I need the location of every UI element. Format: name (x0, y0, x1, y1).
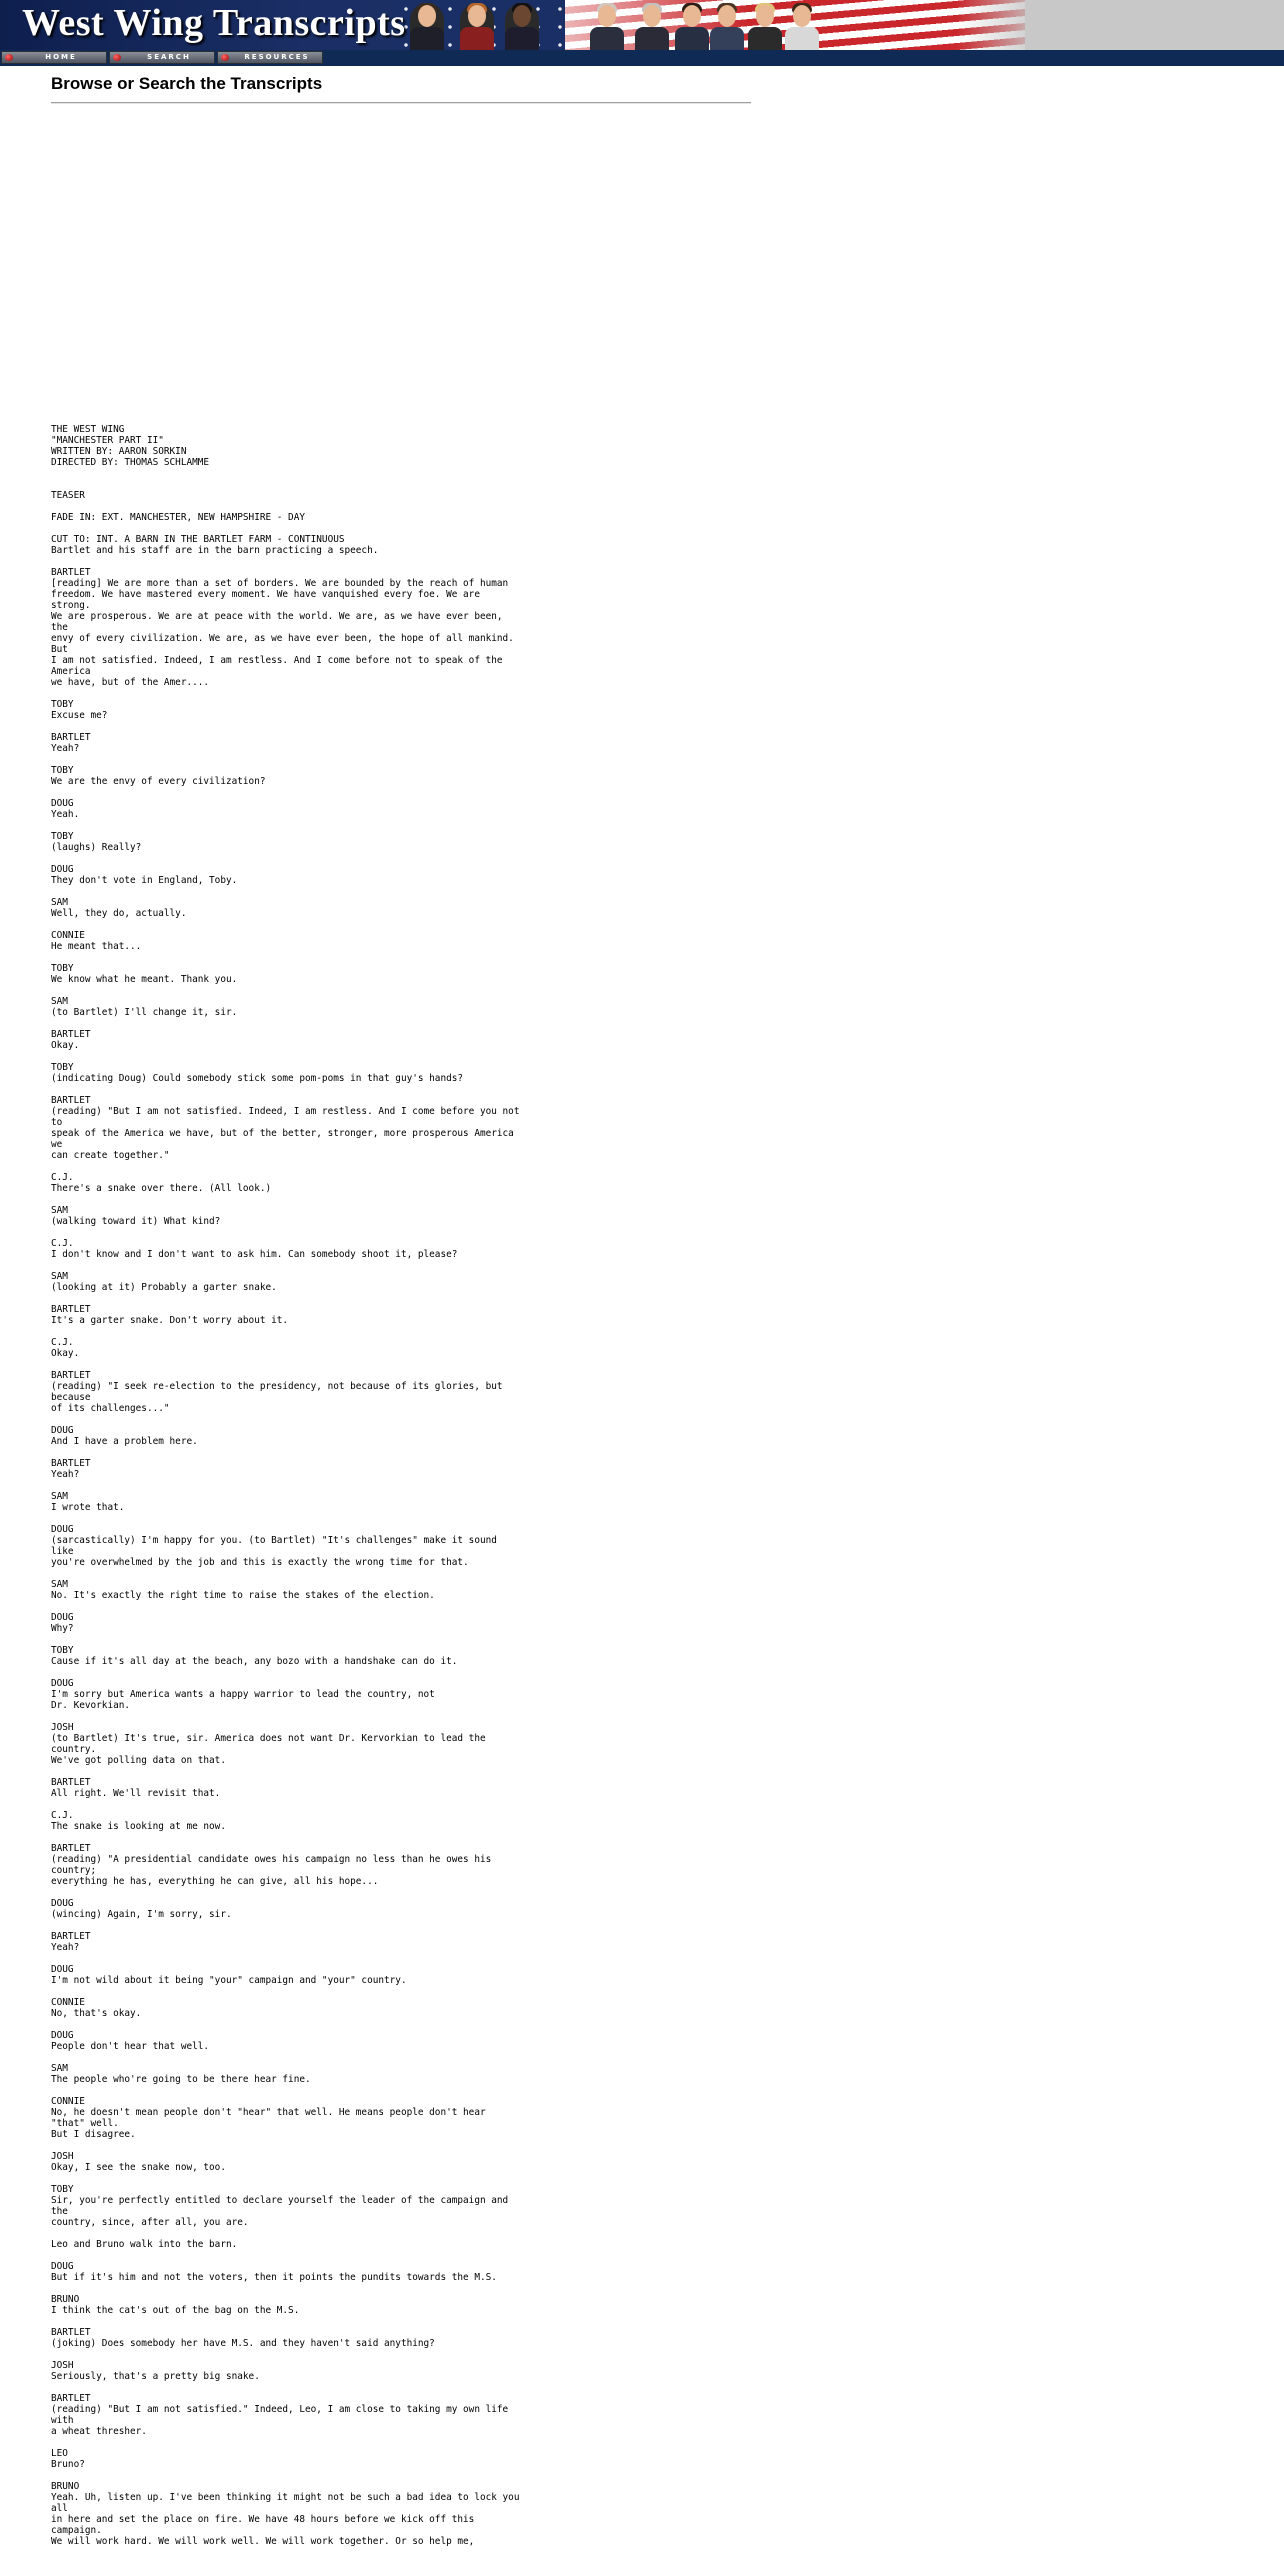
dialogue-line: (laughs) Really? (51, 842, 142, 853)
speaker-name: BARTLET (51, 1304, 91, 1315)
dialogue-line: He meant that... (51, 941, 142, 952)
dialogue-line: of its challenges..." (51, 1403, 170, 1414)
dialogue-line: Sir, you're perfectly entitled to declare yourself the leader of the campaign and the (51, 2195, 514, 2217)
speaker-name: C.J. (51, 1238, 74, 1249)
red-bullet-icon (5, 54, 13, 61)
speaker-name: SAM (51, 1205, 68, 1216)
speaker-name: BRUNO (51, 2294, 80, 2305)
cast-photo (785, 3, 819, 50)
speaker-name: C.J. (51, 1337, 74, 1348)
dialogue-line: Yeah. (51, 809, 80, 820)
speaker-name: DOUG (51, 864, 74, 875)
speaker-name: CONNIE (51, 1997, 85, 2008)
dialogue-line: (to Bartlet) It's true, sir. America does not want Dr. Kervorkian to lead the country. (51, 1733, 492, 1755)
dialogue-line: (reading) "A presidential candidate owes his campaign no less than he owes his country; (51, 1854, 497, 1876)
speaker-name: DOUG (51, 1524, 74, 1535)
dialogue-line: Well, they do, actually. (51, 908, 187, 919)
speaker-name: TOBY (51, 831, 74, 842)
speaker-name: DOUG (51, 1678, 74, 1689)
nav-search-button[interactable] (109, 51, 215, 64)
nav-search-label: SEARCH (147, 53, 191, 61)
speaker-name: SAM (51, 1491, 68, 1502)
dialogue-line: People don't hear that well. (51, 2041, 210, 2052)
dialogue-line: freedom. We have mastered every moment. We have vanquished every foe. We are strong. (51, 589, 486, 611)
title-divider (51, 102, 751, 104)
dialogue-line: Yeah? (51, 1469, 80, 1480)
transcript-heading-line: "MANCHESTER PART II" (51, 435, 164, 446)
cast-photo (675, 3, 709, 50)
dialogue-line: (to Bartlet) I'll change it, sir. (51, 1007, 238, 1018)
red-bullet-icon (113, 54, 121, 61)
speaker-name: TOBY (51, 2184, 74, 2195)
dialogue-line: I'm not wild about it being "your" campaign and "your" country. (51, 1975, 407, 1986)
dialogue-line: Seriously, that's a pretty big snake. (51, 2371, 260, 2382)
dialogue-line: It's a garter snake. Don't worry about it. (51, 1315, 289, 1326)
speaker-name: BARTLET (51, 567, 91, 578)
dialogue-line: I am not satisfied. Indeed, I am restless. And I come before not to speak of the America (51, 655, 509, 677)
speaker-name: BARTLET (51, 1931, 91, 1942)
speaker-name: CONNIE (51, 2096, 85, 2107)
nav-home-label: HOME (45, 53, 77, 61)
speaker-name: BARTLET (51, 2327, 91, 2338)
speaker-name: BARTLET (51, 1458, 91, 1469)
speaker-name: TOBY (51, 699, 74, 710)
dialogue-line: No. It's exactly the right time to raise the stakes of the election. (51, 1590, 435, 1601)
dialogue-line: (joking) Does somebody her have M.S. and they haven't said anything? (51, 2338, 435, 2349)
speaker-name: DOUG (51, 2030, 74, 2041)
speaker-name: C.J. (51, 1172, 74, 1183)
speaker-name: DOUG (51, 1964, 74, 1975)
dialogue-line: Dr. Kevorkian. (51, 1700, 131, 1711)
stage-direction: Bartlet and his staff are in the barn practicing a speech. (51, 545, 379, 556)
dialogue-line: Bruno? (51, 2459, 85, 2470)
red-bullet-icon (221, 54, 229, 61)
stage-direction: CUT TO: INT. A BARN IN THE BARTLET FARM - CONTINUOUS (51, 534, 345, 545)
speaker-name: CONNIE (51, 930, 85, 941)
speaker-name: JOSH (51, 2151, 74, 2162)
dialogue-line: The snake is looking at me now. (51, 1821, 226, 1832)
dialogue-line: Cause if it's all day at the beach, any bozo with a handshake can do it. (51, 1656, 458, 1667)
nav-resources-label: RESOURCES (244, 53, 310, 61)
transcript-text (51, 424, 526, 2568)
speaker-name: LEO (51, 2448, 68, 2459)
dialogue-line: (reading) "But I am not satisfied." Indeed, Leo, I am close to taking my own life with (51, 2404, 514, 2426)
speaker-name: TOBY (51, 1645, 74, 1656)
dialogue-line: a wheat thresher. (51, 2426, 147, 2437)
speaker-name: DOUG (51, 2261, 74, 2272)
cast-photo (590, 3, 624, 50)
dialogue-line: We know what he meant. Thank you. (51, 974, 238, 985)
site-banner (0, 0, 1284, 50)
speaker-name: TOBY (51, 963, 74, 974)
speaker-name: BARTLET (51, 1095, 91, 1106)
dialogue-line: speak of the America we have, but of the better, stronger, more prosperous America we (51, 1128, 520, 1150)
dialogue-line: Yeah. Uh, listen up. I've been thinking it might not be such a bad idea to lock you all (51, 2492, 526, 2514)
dialogue-line: you're overwhelmed by the job and this is exactly the wrong time for that. (51, 1557, 469, 1568)
speaker-name: SAM (51, 2063, 68, 2074)
dialogue-line: (reading) "I seek re-election to the presidency, not because of its glories, but because (51, 1381, 509, 1403)
nav-home-button[interactable] (1, 51, 107, 64)
dialogue-line: I'm sorry but America wants a happy warrior to lead the country, not (51, 1689, 435, 1700)
dialogue-line: (reading) "But I am not satisfied. Indeed, I am restless. And I come before you not to (51, 1106, 526, 1128)
dialogue-line: (wincing) Again, I'm sorry, sir. (51, 1909, 232, 1920)
dialogue-line: I think the cat's out of the bag on the M.S. (51, 2305, 300, 2316)
dialogue-line: (walking toward it) What kind? (51, 1216, 221, 1227)
cast-photo (635, 3, 669, 50)
dialogue-line: All right. We'll revisit that. (51, 1788, 221, 1799)
speaker-name: BARTLET (51, 732, 91, 743)
dialogue-line: Yeah? (51, 743, 80, 754)
speaker-name: BARTLET (51, 1777, 91, 1788)
speaker-name: JOSH (51, 2360, 74, 2371)
dialogue-line: No, he doesn't mean people don't "hear" that well. He means people don't hear "that" well. (51, 2107, 492, 2129)
dialogue-line: Okay, I see the snake now, too. (51, 2162, 226, 2173)
speaker-name: BARTLET (51, 1029, 91, 1040)
speaker-name: DOUG (51, 798, 74, 809)
speaker-name: DOUG (51, 1898, 74, 1909)
dialogue-line: in here and set the place on fire. We have 48 hours before we kick off this campaign. (51, 2514, 480, 2536)
dialogue-line: They don't vote in England, Toby. (51, 875, 238, 886)
dialogue-line: (looking at it) Probably a garter snake. (51, 1282, 277, 1293)
speaker-name: TOBY (51, 1062, 74, 1073)
speaker-name: SAM (51, 1579, 68, 1590)
speaker-name: BRUNO (51, 2481, 80, 2492)
dialogue-line: country, since, after all, you are. (51, 2217, 249, 2228)
dialogue-line: Why? (51, 1623, 74, 1634)
dialogue-line: There's a snake over there. (All look.) (51, 1183, 272, 1194)
stage-direction: FADE IN: EXT. MANCHESTER, NEW HAMPSHIRE - DAY (51, 512, 305, 523)
page-title: Browse or Search the Transcripts (51, 74, 323, 93)
dialogue-line: Excuse me? (51, 710, 108, 721)
dialogue-line: envy of every civilization. We are, as we have ever been, the hope of all mankind. But (51, 633, 520, 655)
dialogue-line: We are prosperous. We are at peace with the world. We are, as we have ever been, the (51, 611, 509, 633)
dialogue-line: can create together." (51, 1150, 170, 1161)
speaker-name: DOUG (51, 1425, 74, 1436)
nav-resources-button[interactable] (217, 51, 323, 64)
dialogue-line: We are the envy of every civilization? (51, 776, 266, 787)
dialogue-line: No, that's okay. (51, 2008, 142, 2019)
speaker-name: SAM (51, 897, 68, 908)
dialogue-line: And I have a problem here. (51, 1436, 198, 1447)
dialogue-line: (sarcastically) I'm happy for you. (to Bartlet) "It's challenges" make it sound like (51, 1535, 503, 1557)
cast-photo (410, 3, 444, 50)
dialogue-line: (indicating Doug) Could somebody stick some pom-poms in that guy's hands? (51, 1073, 464, 1084)
speaker-name: TOBY (51, 765, 74, 776)
cast-photo (748, 3, 782, 50)
speaker-name: BARTLET (51, 1843, 91, 1854)
cast-photo (710, 3, 744, 50)
speaker-name: SAM (51, 996, 68, 1007)
dialogue-line: But I disagree. (51, 2129, 136, 2140)
banner-image (0, 0, 1025, 50)
dialogue-line: everything he has, everything he can give, all his hope... (51, 1876, 379, 1887)
speaker-name: DOUG (51, 1612, 74, 1623)
dialogue-line: I wrote that. (51, 1502, 125, 1513)
speaker-name: C.J. (51, 1810, 74, 1821)
dialogue-line: Leo and Bruno walk into the barn. (51, 2239, 238, 2250)
dialogue-line: Yeah? (51, 1942, 80, 1953)
speaker-name: JOSH (51, 1722, 74, 1733)
cast-photo (460, 3, 494, 50)
dialogue-line: We've got polling data on that. (51, 1755, 226, 1766)
dialogue-line: But if it's him and not the voters, then it points the pundits towards the M.S. (51, 2272, 497, 2283)
act-heading: TEASER (51, 490, 85, 501)
transcript-heading-line: DIRECTED BY: THOMAS SCHLAMME (51, 457, 210, 468)
transcript-heading-line: THE WEST WING (51, 424, 125, 435)
dialogue-line: [reading] We are more than a set of borders. We are bounded by the reach of human (51, 578, 509, 589)
speaker-name: SAM (51, 1271, 68, 1282)
ad-space (51, 115, 779, 415)
dialogue-line: we have, but of the Amer.... (51, 677, 210, 688)
dialogue-line: We will work hard. We will work well. We will work together. Or so help me, (51, 2536, 475, 2547)
site-logo[interactable]: West Wing Transcripts (22, 2, 406, 44)
transcript-heading-line: WRITTEN BY: AARON SORKIN (51, 446, 187, 457)
dialogue-line: Okay. (51, 1348, 80, 1359)
dialogue-line: The people who're going to be there hear fine. (51, 2074, 311, 2085)
cast-photo (505, 3, 539, 50)
speaker-name: BARTLET (51, 2393, 91, 2404)
speaker-name: BARTLET (51, 1370, 91, 1381)
dialogue-line: I don't know and I don't want to ask him. Can somebody shoot it, please? (51, 1249, 458, 1260)
dialogue-line: Okay. (51, 1040, 80, 1051)
